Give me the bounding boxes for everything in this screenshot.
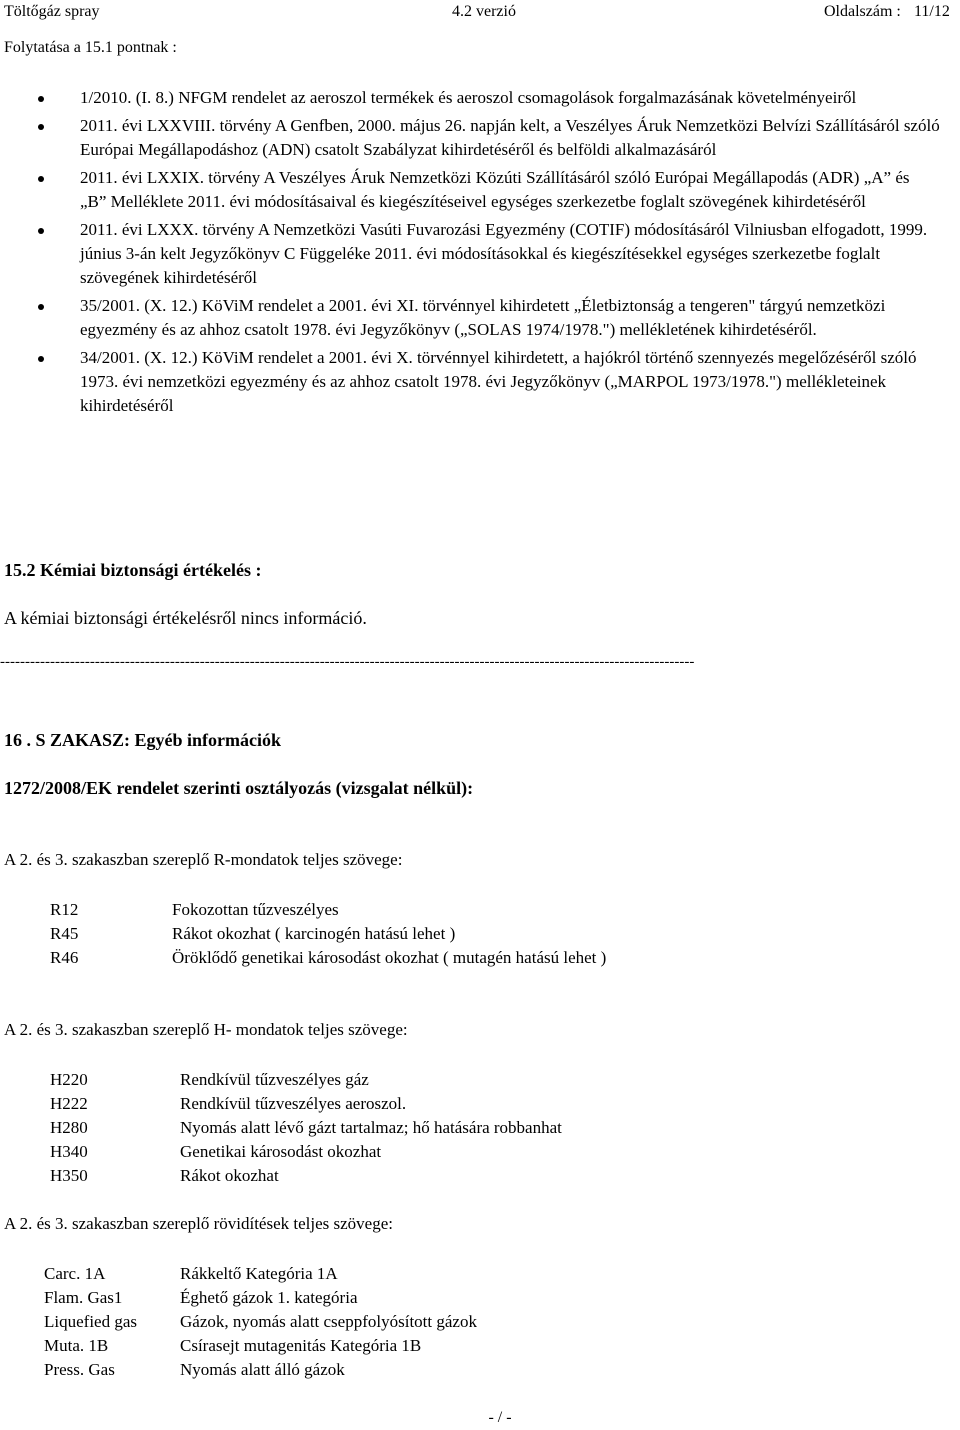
phrase-text: Rendkívül tűzveszélyes aeroszol. <box>180 1094 407 1113</box>
list-item: 2011. évi LXXVIII. törvény A Genfben, 2000. május 26. napján kelt, a Veszélyes Áruk Nemzetközi Belvízi Szállításáról szóló Európai Megállapodáshoz (ADN) csatolt Szabályzat kihirdetéséről és belföldi alkalmazásáról <box>0 114 940 162</box>
abbreviations-intro: A 2. és 3. szakaszban szereplő rövidítések teljes szövege: <box>4 1214 393 1233</box>
phrase-code: R45 <box>50 924 79 943</box>
phrase-code: R46 <box>50 948 79 967</box>
r-phrases-table <box>50 898 606 970</box>
phrase-text: Fokozottan tűzveszélyes <box>172 900 339 919</box>
phrase-text: Genetikai károsodást okozhat <box>180 1142 382 1161</box>
table-row <box>50 922 606 946</box>
continuation-note: Folytatása a 15.1 pontnak : <box>4 39 177 56</box>
classification-heading: 1272/2008/EK rendelet szerinti osztályozás (vizsgalat nélkül): <box>4 778 474 798</box>
regulation-list <box>0 86 940 422</box>
page-number: 11/12 <box>914 3 950 20</box>
abbreviation-code: Liquefied gas <box>44 1312 137 1331</box>
table-row <box>50 946 606 970</box>
table-row <box>44 1334 477 1358</box>
table-row <box>50 1164 562 1188</box>
table-row <box>50 1140 562 1164</box>
page-label: Oldalszám : <box>824 3 901 20</box>
list-item: 1/2010. (I. 8.) NFGM rendelet az aeroszol termékek és aeroszol csomagolások forgalmazásának követelményeiről <box>0 86 940 110</box>
section-15-2-heading: 15.2 Kémiai biztonsági értékelés : <box>4 560 262 580</box>
h-phrases-intro: A 2. és 3. szakaszban szereplő H- mondatok teljes szövege: <box>4 1020 408 1039</box>
table-row <box>44 1310 477 1334</box>
table-row <box>50 1092 562 1116</box>
phrase-text: Nyomás alatt lévő gázt tartalmaz; hő hatására robbanhat <box>180 1118 562 1137</box>
product-name: Töltőgáz spray <box>4 3 100 20</box>
phrase-code: H350 <box>50 1166 88 1185</box>
table-row <box>50 1068 562 1092</box>
r-phrases-intro: A 2. és 3. szakaszban szereplő R-mondatok teljes szövege: <box>4 850 403 869</box>
phrase-text: Rákot okozhat ( karcinogén hatású lehet ) <box>172 924 456 943</box>
phrase-code: H280 <box>50 1118 88 1137</box>
list-item: 34/2001. (X. 12.) KöViM rendelet a 2001. évi X. törvénnyel kihirdetett, a hajókról történő szennyezés megelőzéséről szóló 1973. évi nemzetközi egyezmény és az ahhoz csatolt 1978. évi Jegyzőkönyv („MARPOL 1973/1978.") mellékleteinek kihirdetéséről <box>0 346 940 418</box>
abbreviations-table <box>44 1262 477 1382</box>
table-row <box>50 898 606 922</box>
phrase-code: H340 <box>50 1142 88 1161</box>
table-row <box>44 1358 477 1382</box>
h-phrases-table <box>50 1068 562 1188</box>
section-16-heading: 16 . S ZAKASZ: Egyéb információk <box>4 730 282 750</box>
page-header <box>4 0 956 22</box>
separator-line: ------------------------------------------------------------------------------------------------------------------------------------------- <box>0 654 695 670</box>
abbreviation-code: Muta. 1B <box>44 1336 109 1355</box>
abbreviation-text: Éghető gázok 1. kategória <box>180 1288 358 1307</box>
section-15-2-text: A kémiai biztonsági értékelésről nincs információ. <box>4 608 367 628</box>
table-row <box>44 1286 477 1310</box>
abbreviation-text: Nyomás alatt álló gázok <box>180 1360 345 1379</box>
abbreviation-text: Rákkeltő Kategória 1A <box>180 1264 338 1283</box>
version-label: 4.2 verzió <box>452 3 516 20</box>
phrase-text: Öröklődő genetikai károsodást okozhat ( mutagén hatású lehet ) <box>172 948 607 967</box>
page-footer: - / - <box>488 1409 512 1426</box>
phrase-code: H220 <box>50 1070 88 1089</box>
list-item: 2011. évi LXXIX. törvény A Veszélyes Áruk Nemzetközi Közúti Szállításáról szóló Európai Megállapodás (ADR) „A” és „B” Melléklete 2011. évi módosításaival és kiegészítéseivel egységes szerkezetbe foglalt szövegének kihirdetéséről <box>0 166 940 214</box>
table-row <box>44 1262 477 1286</box>
phrase-code: H222 <box>50 1094 88 1113</box>
table-row <box>50 1116 562 1140</box>
abbreviation-code: Press. Gas <box>44 1360 115 1379</box>
phrase-text: Rendkívül tűzveszélyes gáz <box>180 1070 369 1089</box>
abbreviation-code: Flam. Gas1 <box>44 1288 123 1307</box>
list-item: 2011. évi LXXX. törvény A Nemzetközi Vasúti Fuvarozási Egyezmény (COTIF) módosításáról Vilniusban elfogadott, 1999. június 3-án kelt Jegyzőkönyv C Függeléke 2011. évi módosításokkal és kiegészítésekkel egységes szerkezetbe foglalt szövegének kihirdetéséről <box>0 218 940 290</box>
list-item: 35/2001. (X. 12.) KöViM rendelet a 2001. évi XI. törvénnyel kihirdetett „Életbiztonság a tengeren" tárgyú nemzetközi egyezmény és az ahhoz csatolt 1978. évi Jegyzőkönyv („SOLAS 1974/1978.") mellékletének kihirdetéséről. <box>0 294 940 342</box>
phrase-code: R12 <box>50 900 79 919</box>
phrase-text: Rákot okozhat <box>180 1166 279 1185</box>
abbreviation-text: Csírasejt mutagenitás Kategória 1B <box>180 1336 422 1355</box>
abbreviation-text: Gázok, nyomás alatt cseppfolyósított gázok <box>180 1312 477 1331</box>
abbreviation-code: Carc. 1A <box>44 1264 106 1283</box>
